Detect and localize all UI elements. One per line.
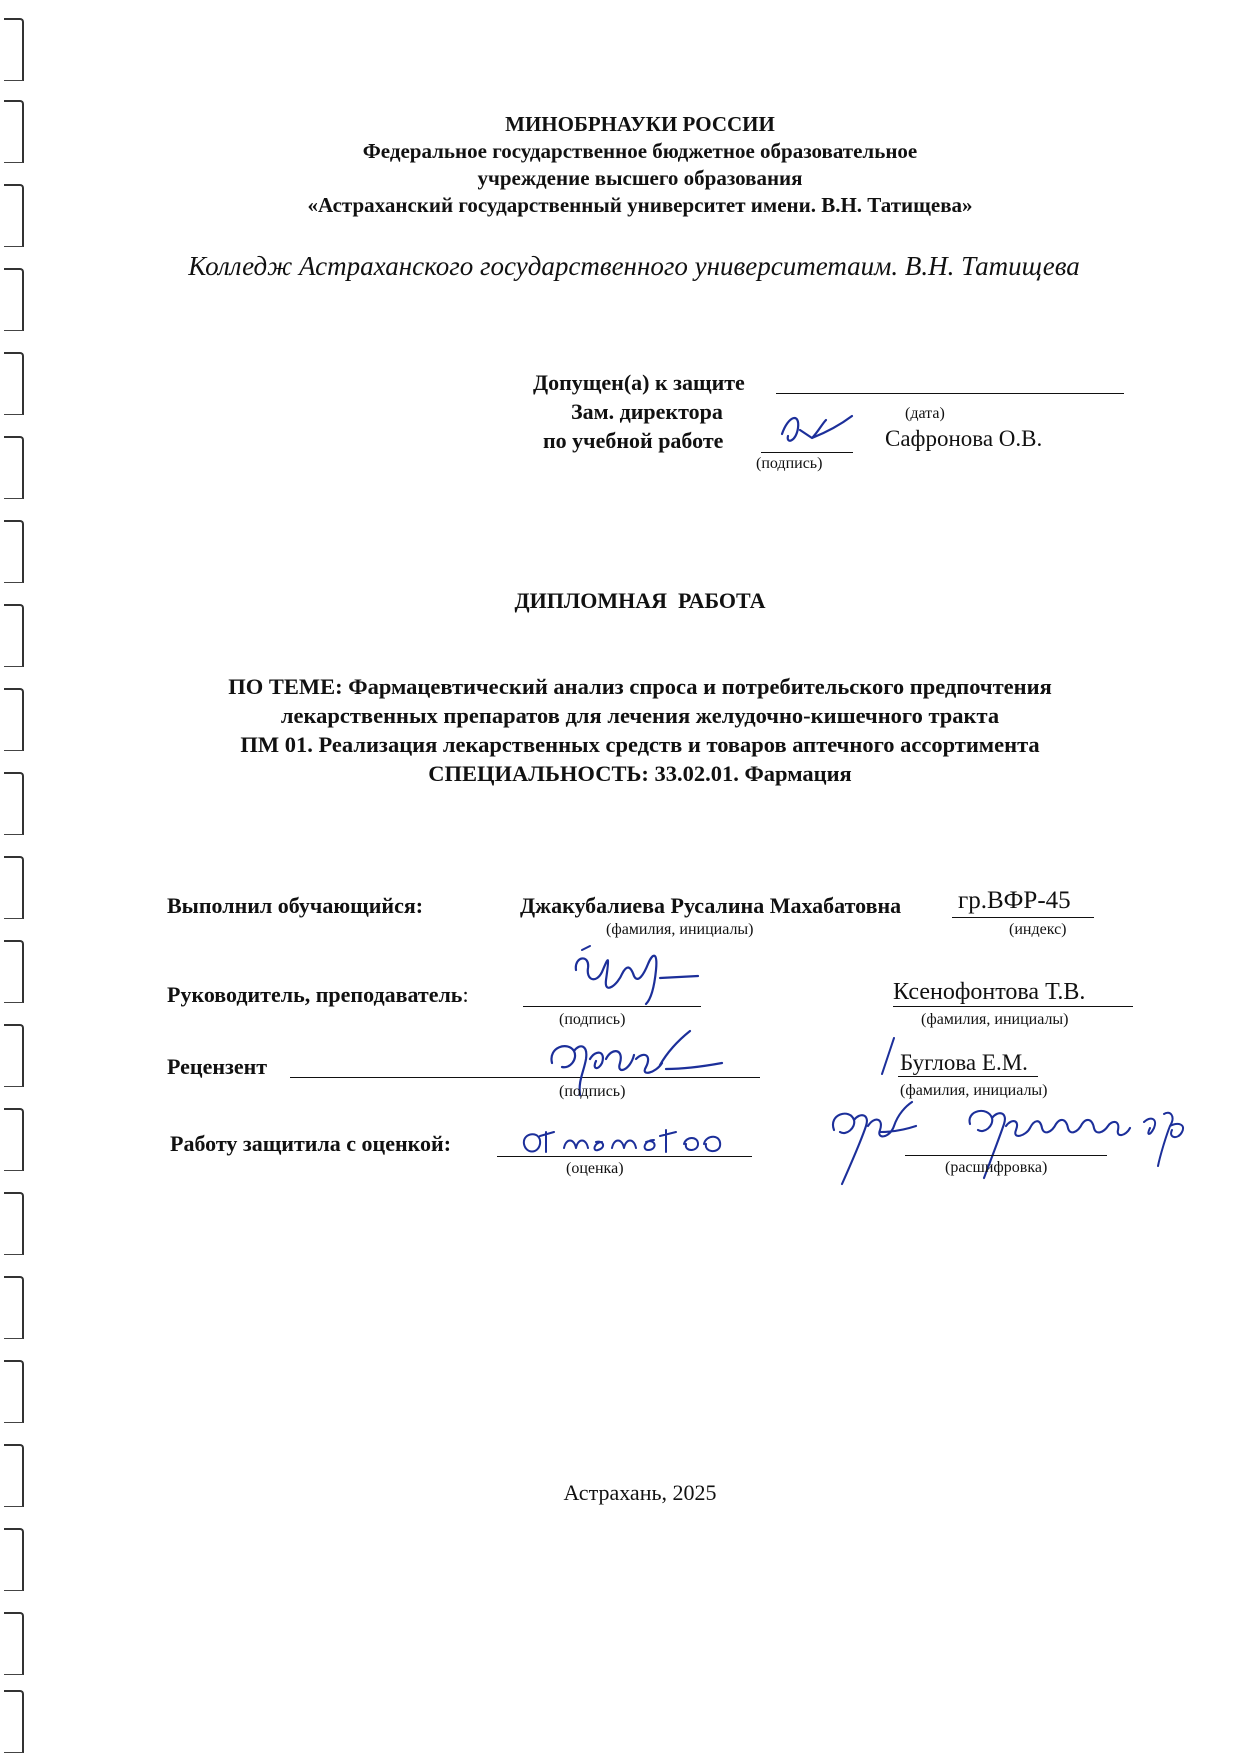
- binding-hole: [4, 1360, 26, 1424]
- theme-line-1: ПО ТЕМЕ: Фармацевтический анализ спроса и потребительского предпочтения: [228, 674, 1052, 699]
- binding-hole: [4, 436, 26, 500]
- decoding-caption: (расшифровка): [945, 1159, 1048, 1176]
- supervisor-name-line: [893, 1006, 1133, 1007]
- supervisor-label: Руководитель, преподаватель: [167, 982, 463, 1007]
- binding-hole: [4, 352, 26, 416]
- reviewer-name: Буглова Е.М.: [900, 1050, 1028, 1075]
- defense-label: Работу защитила с оценкой:: [170, 1131, 452, 1156]
- student-label: Выполнил обучающийся:: [167, 893, 424, 918]
- decoding-line: [905, 1155, 1107, 1156]
- reviewer-signature: [540, 1025, 730, 1120]
- binding-hole: [4, 520, 26, 584]
- reviewer-pen-stroke: [878, 1036, 898, 1076]
- binding-hole: [4, 1024, 26, 1088]
- college-name: Колледж Астраханского государственного университетаим. В.Н. Татищева: [188, 251, 1080, 281]
- reviewer-name-caption: (фамилия, инициалы): [900, 1082, 1048, 1099]
- deputy-name: Сафронова О.В.: [885, 426, 1043, 451]
- student-name-caption: (фамилия, инициалы): [606, 921, 754, 938]
- supervisor-signature: [560, 940, 720, 1010]
- student-group-caption: (индекс): [1009, 921, 1067, 938]
- student-group-line: [952, 917, 1094, 918]
- binding-hole: [4, 856, 26, 920]
- binding-hole: [4, 940, 26, 1004]
- theme-line-2: лекарственных препаратов для лечения желудочно-кишечного тракта: [280, 703, 1000, 728]
- ministry-line: МИНОБРНАУКИ РОССИИ: [505, 112, 775, 136]
- binding-hole: [4, 18, 26, 82]
- university-name-line: «Астраханский государственный университет имени. В.Н. Татищева»: [307, 193, 973, 217]
- binding-hole: [4, 1276, 26, 1340]
- grade-handwriting: [518, 1118, 738, 1162]
- supervisor-colon: :: [462, 982, 469, 1007]
- supervisor-name-caption: (фамилия, инициалы): [921, 1011, 1069, 1028]
- binding-hole: [4, 1108, 26, 1172]
- binding-hole: [4, 1192, 26, 1256]
- deputy-signature-caption: (подпись): [756, 455, 823, 472]
- module-line: ПМ 01. Реализация лекарственных средств и товаров аптечного ассортимента: [240, 732, 1040, 757]
- student-group: гр.ВФР-45: [958, 887, 1071, 914]
- document-type: ДИПЛОМНАЯ РАБОТА: [514, 588, 766, 613]
- student-name: Джакубалиева Русалина Махабатовна: [520, 893, 902, 918]
- deputy-signature: [778, 408, 858, 452]
- deputy-title-line2: по учебной работе: [543, 428, 724, 453]
- institution-level-line: учреждение высшего образования: [477, 166, 803, 190]
- supervisor-signature-caption: (подпись): [559, 1011, 626, 1028]
- specialty-line: СПЕЦИАЛЬНОСТЬ: 33.02.01. Фармация: [428, 761, 852, 786]
- supervisor-name: Ксенофонтова Т.В.: [893, 979, 1086, 1005]
- date-caption: (дата): [905, 405, 945, 422]
- admission-label: Допущен(а) к защите: [533, 370, 745, 395]
- admission-date-line: [776, 393, 1124, 394]
- deputy-title-line1: Зам. директора: [571, 399, 723, 424]
- institution-type-line: Федеральное государственное бюджетное образовательное: [362, 139, 918, 163]
- reviewer-label: Рецензент: [167, 1054, 268, 1079]
- supervisor-label-wrap: [167, 982, 469, 1008]
- binding-hole: [4, 1690, 26, 1754]
- binding-hole: [4, 1612, 26, 1676]
- binding-hole: [4, 1528, 26, 1592]
- city-year: Астрахань, 2025: [563, 1480, 717, 1505]
- grade-caption: (оценка): [566, 1160, 624, 1177]
- reviewer-signature-caption: (подпись): [559, 1083, 626, 1100]
- deputy-signature-line: [761, 452, 853, 453]
- reviewer-name-line: [898, 1076, 1038, 1077]
